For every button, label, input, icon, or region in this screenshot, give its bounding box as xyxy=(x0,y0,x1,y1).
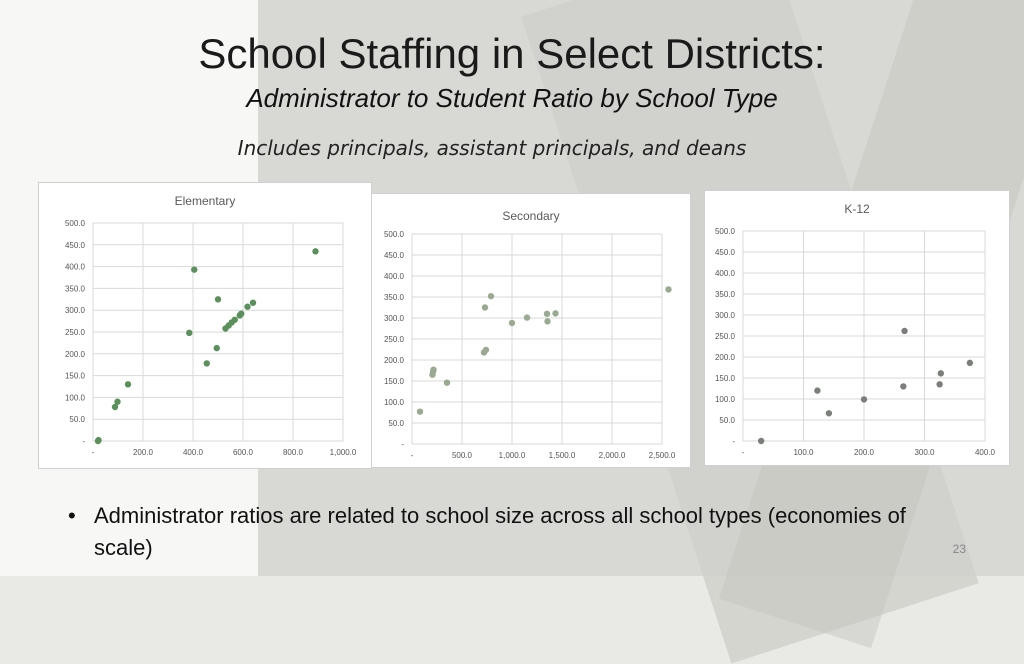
elementary-data-point xyxy=(191,266,197,272)
elementary-data-point xyxy=(125,381,131,387)
k12-ytick-label: 300.0 xyxy=(714,311,735,320)
k12-ytick-label: 400.0 xyxy=(714,269,735,278)
secondary-ytick-label: 200.0 xyxy=(383,356,404,365)
k12-ytick-label: 50.0 xyxy=(719,416,735,425)
elementary-data-point xyxy=(114,399,120,405)
elementary-data-point xyxy=(232,317,238,323)
secondary-data-point xyxy=(552,310,558,316)
k12-xtick-label: 200.0 xyxy=(853,448,875,457)
k12-ytick-label: 200.0 xyxy=(714,353,735,362)
k12-xtick-label: 100.0 xyxy=(793,448,814,457)
secondary-ytick-label: 100.0 xyxy=(383,398,404,407)
secondary-xtick-label: 1,000.0 xyxy=(498,451,526,460)
secondary-ytick-label: 350.0 xyxy=(383,293,404,302)
bullet-text: Administrator ratios are related to school size across all school types (economies of scale) xyxy=(94,503,906,560)
secondary-chart xyxy=(371,193,691,468)
elementary-data-point xyxy=(238,310,244,316)
elementary-data-point xyxy=(204,360,210,366)
secondary-data-point xyxy=(544,318,550,324)
secondary-ytick-label: 250.0 xyxy=(383,335,404,344)
k12-chart xyxy=(704,190,1010,466)
secondary-ytick-label: - xyxy=(401,440,404,449)
elementary-chart-title: Elementary xyxy=(174,194,236,208)
page-number: 23 xyxy=(952,542,966,556)
slide-subtitle: Administrator to Student Ratio by School Type xyxy=(246,83,778,113)
k12-xtick-label: 400.0 xyxy=(974,448,996,457)
bullet-dot-icon: • xyxy=(68,503,76,528)
k12-data-point xyxy=(967,360,973,366)
elementary-xtick-label: 600.0 xyxy=(232,448,254,457)
secondary-ytick-label: 400.0 xyxy=(383,272,404,281)
k12-data-point xyxy=(758,438,764,444)
secondary-data-point xyxy=(665,286,671,292)
secondary-data-point xyxy=(483,347,489,353)
k12-xtick-label: 300.0 xyxy=(914,448,935,457)
secondary-ytick-label: 500.0 xyxy=(383,230,404,239)
k12-data-point xyxy=(814,387,820,393)
secondary-data-point xyxy=(488,293,494,299)
elementary-ytick-label: 400.0 xyxy=(64,262,85,272)
k12-ytick-label: 150.0 xyxy=(714,374,735,383)
secondary-xtick-label: 1,500.0 xyxy=(548,451,576,460)
elementary-ytick-label: 150.0 xyxy=(64,371,85,381)
elementary-chart xyxy=(38,182,372,469)
secondary-ytick-label: 50.0 xyxy=(388,419,404,428)
elementary-ytick-label: 100.0 xyxy=(64,393,85,403)
k12-ytick-label: 450.0 xyxy=(714,248,735,257)
secondary-data-point xyxy=(482,304,488,310)
elementary-ytick-label: 50.0 xyxy=(69,415,85,425)
chart-note: Includes principals, assistant principals, and deans xyxy=(237,136,747,160)
bullet-point xyxy=(68,500,968,564)
secondary-data-point xyxy=(444,379,450,385)
elementary-data-point xyxy=(312,248,318,254)
k12-data-point xyxy=(936,381,942,387)
secondary-chart-title: Secondary xyxy=(502,209,560,223)
elementary-ytick-label: 350.0 xyxy=(64,284,85,294)
elementary-data-point xyxy=(186,330,192,336)
k12-chart-svg xyxy=(705,191,1009,465)
elementary-data-point xyxy=(215,296,221,302)
elementary-xtick-label: - xyxy=(91,448,95,457)
secondary-xtick-label: - xyxy=(410,451,414,460)
elementary-data-point xyxy=(250,300,256,306)
k12-data-point xyxy=(938,370,944,376)
secondary-data-point xyxy=(430,366,436,372)
k12-chart-title: K-12 xyxy=(844,202,870,216)
elementary-ytick-label: 250.0 xyxy=(64,328,85,337)
k12-ytick-label: 500.0 xyxy=(714,227,735,236)
secondary-ytick-label: 450.0 xyxy=(383,251,404,260)
secondary-chart-svg xyxy=(372,194,690,467)
k12-data-point xyxy=(901,328,907,334)
k12-ytick-label: - xyxy=(732,437,735,446)
secondary-ytick-label: 150.0 xyxy=(383,377,404,386)
slide-title: School Staffing in Select Districts: xyxy=(198,30,826,77)
k12-xtick-label: - xyxy=(741,448,745,457)
elementary-ytick-label: 200.0 xyxy=(64,349,85,359)
k12-data-point xyxy=(900,383,906,389)
k12-ytick-label: 250.0 xyxy=(714,332,735,341)
elementary-xtick-label: 400.0 xyxy=(182,448,204,457)
secondary-data-point xyxy=(524,314,530,320)
elementary-ytick-label: 500.0 xyxy=(64,219,85,228)
elementary-data-point xyxy=(95,437,101,443)
elementary-xtick-label: 200.0 xyxy=(132,448,154,457)
secondary-xtick-label: 2,500.0 xyxy=(648,451,676,460)
elementary-data-point xyxy=(244,304,250,310)
k12-ytick-label: 350.0 xyxy=(714,290,735,299)
k12-data-point xyxy=(826,410,832,416)
secondary-xtick-label: 500.0 xyxy=(451,451,473,460)
secondary-data-point xyxy=(417,408,423,414)
elementary-chart-svg xyxy=(39,183,371,468)
k12-ytick-label: 100.0 xyxy=(714,395,735,404)
elementary-xtick-label: 800.0 xyxy=(282,448,304,457)
elementary-ytick-label: 300.0 xyxy=(64,306,85,316)
elementary-xtick-label: 1,000.0 xyxy=(329,448,357,457)
secondary-ytick-label: 300.0 xyxy=(383,314,404,323)
secondary-data-point xyxy=(509,320,515,326)
elementary-ytick-label: - xyxy=(82,437,85,446)
secondary-xtick-label: 2,000.0 xyxy=(598,451,626,460)
elementary-ytick-label: 450.0 xyxy=(64,240,85,250)
secondary-data-point xyxy=(544,311,550,317)
elementary-data-point xyxy=(214,345,220,351)
k12-data-point xyxy=(861,396,867,402)
